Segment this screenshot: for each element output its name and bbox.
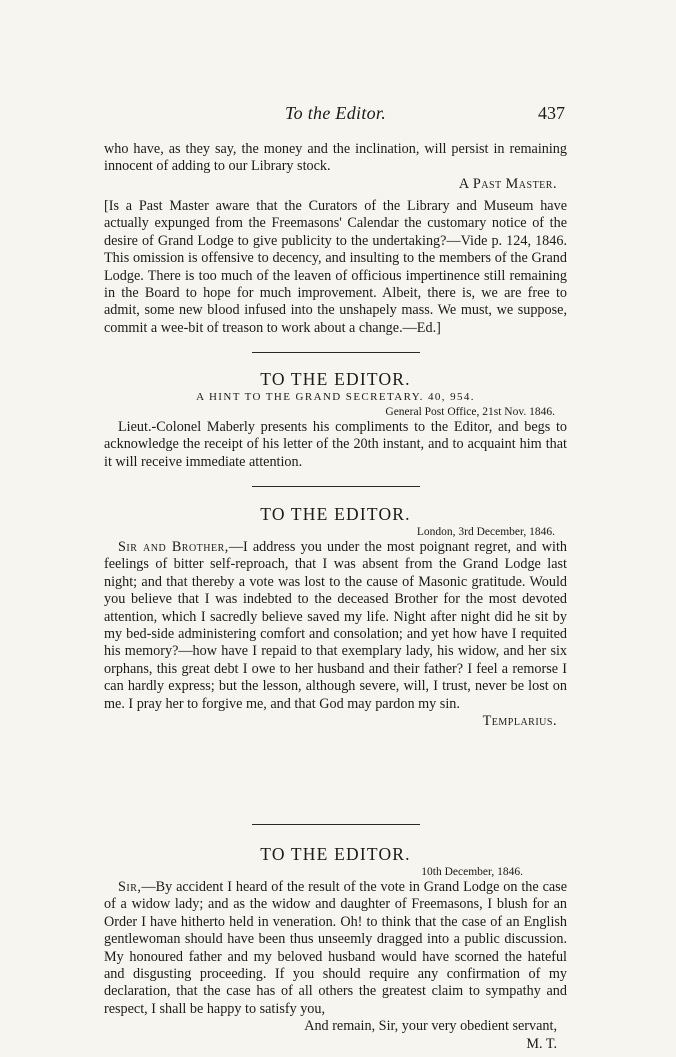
letter-grand-secretary: [104, 368, 567, 471]
section-subheading: A HINT TO THE GRAND SECRETARY. 40, 954.: [196, 391, 475, 403]
letter-templarius-body: [104, 539, 567, 713]
divider-1-wrap: [104, 352, 567, 353]
salutation: Sir,: [118, 879, 142, 895]
letter-mt-closing: And remain, Sir, your very obedient servant,: [304, 1018, 557, 1035]
letter-mt: [104, 843, 567, 1053]
letter-templarius: [104, 503, 567, 730]
letter-grand-secretary-body: Lieut.-Colonel Maberly presents his compliments to the Editor, and begs to acknowledge the receipt of his letter of the 20th instant, and to acquaint him that it will receive immediate attention.: [104, 419, 567, 470]
section-heading: TO THE EDITOR.: [260, 844, 411, 864]
divider-3-wrap: [104, 824, 567, 825]
running-head-title: To the Editor.: [284, 103, 387, 123]
letter-mt-body: [104, 879, 567, 1018]
section-divider: [252, 824, 420, 825]
section-heading: TO THE EDITOR.: [260, 504, 411, 524]
editor-note-body: [Is a Past Master aware that the Curators of the Library and Museum have actually expunged from the Freemasons' Calendar the customary notice of the desire of Grand Lodge to give publicity to the undertaking?—Vide p. 124, 1846. This omission is offensive to decency, and insulting to the members of the Grand Lodge. There is too much of the leaven of officious impertinence still remaining in the Board to hope for much improvement. Albeit, there is, we are free to admit, some new blood infused into the unshapely mass. We must, we suppose, commit a wee-bit of treason to work about a change.—Ed.]: [104, 198, 567, 336]
section-dateline: General Post Office, 21st Nov. 1846.: [385, 406, 555, 418]
running-head: [104, 103, 567, 125]
section-divider: [252, 486, 420, 487]
letter-mt-signature: M. T.: [526, 1035, 557, 1052]
letter-past-master-signature: A Past Master.: [458, 175, 557, 192]
page-number: 437: [538, 103, 565, 123]
editor-note: [104, 198, 567, 337]
salutation: Sir and Brother,: [118, 539, 229, 555]
body-text: —By accident I heard of the result of the vote in Grand Lodge on the case of a widow lady; and as the widow and daughter of Freemasons, I blush for an Order I have hitherto held in veneration. Oh! to think that the case of an English gentlewoman should have been thus unseemly dragged into a public discussion. My honoured father and my beloved husband would have scorned the hateful and disgusting proceeding. If you should require any confirmation of my declaration, that the case has of all others the greatest claim to sympathy and respect, I shall be happy to satisfy you,: [104, 879, 567, 1017]
letter-past-master-body: who have, as they say, the money and the inclination, will persist in remaining innocent of adding to our Library stock.: [104, 141, 567, 175]
divider-2-wrap: [104, 486, 567, 487]
body-text: —I address you under the most poignant regret, and with feelings of bitter self-reproach, that I was absent from the Grand Lodge last night; and that thereby a vote was lost to the cause of Masonic gratitude. Would you believe that I was indebted to the deceased Brother for the most devoted attention, which I sacredly believe saved my life. Night after night did he sit by my bed-side administering comfort and consolation; and yet how have I requited his memory?—how have I repaid to that exemplary lady, his widow, and her six orphans, this great debt I owe to her husband and their father? I feel a remorse I can hardly express; but the lesson, although severe, will, I trust, never be lost on me. I pray her to forgive me, and that God may pardon my sin.: [104, 539, 567, 712]
section-dateline: 10th December, 1846.: [421, 866, 523, 878]
section-dateline: London, 3rd December, 1846.: [416, 526, 555, 538]
section-heading: TO THE EDITOR.: [260, 369, 411, 389]
letter-templarius-signature: Templarius.: [482, 713, 557, 730]
section-divider: [252, 352, 420, 353]
letter-past-master: [104, 141, 567, 193]
